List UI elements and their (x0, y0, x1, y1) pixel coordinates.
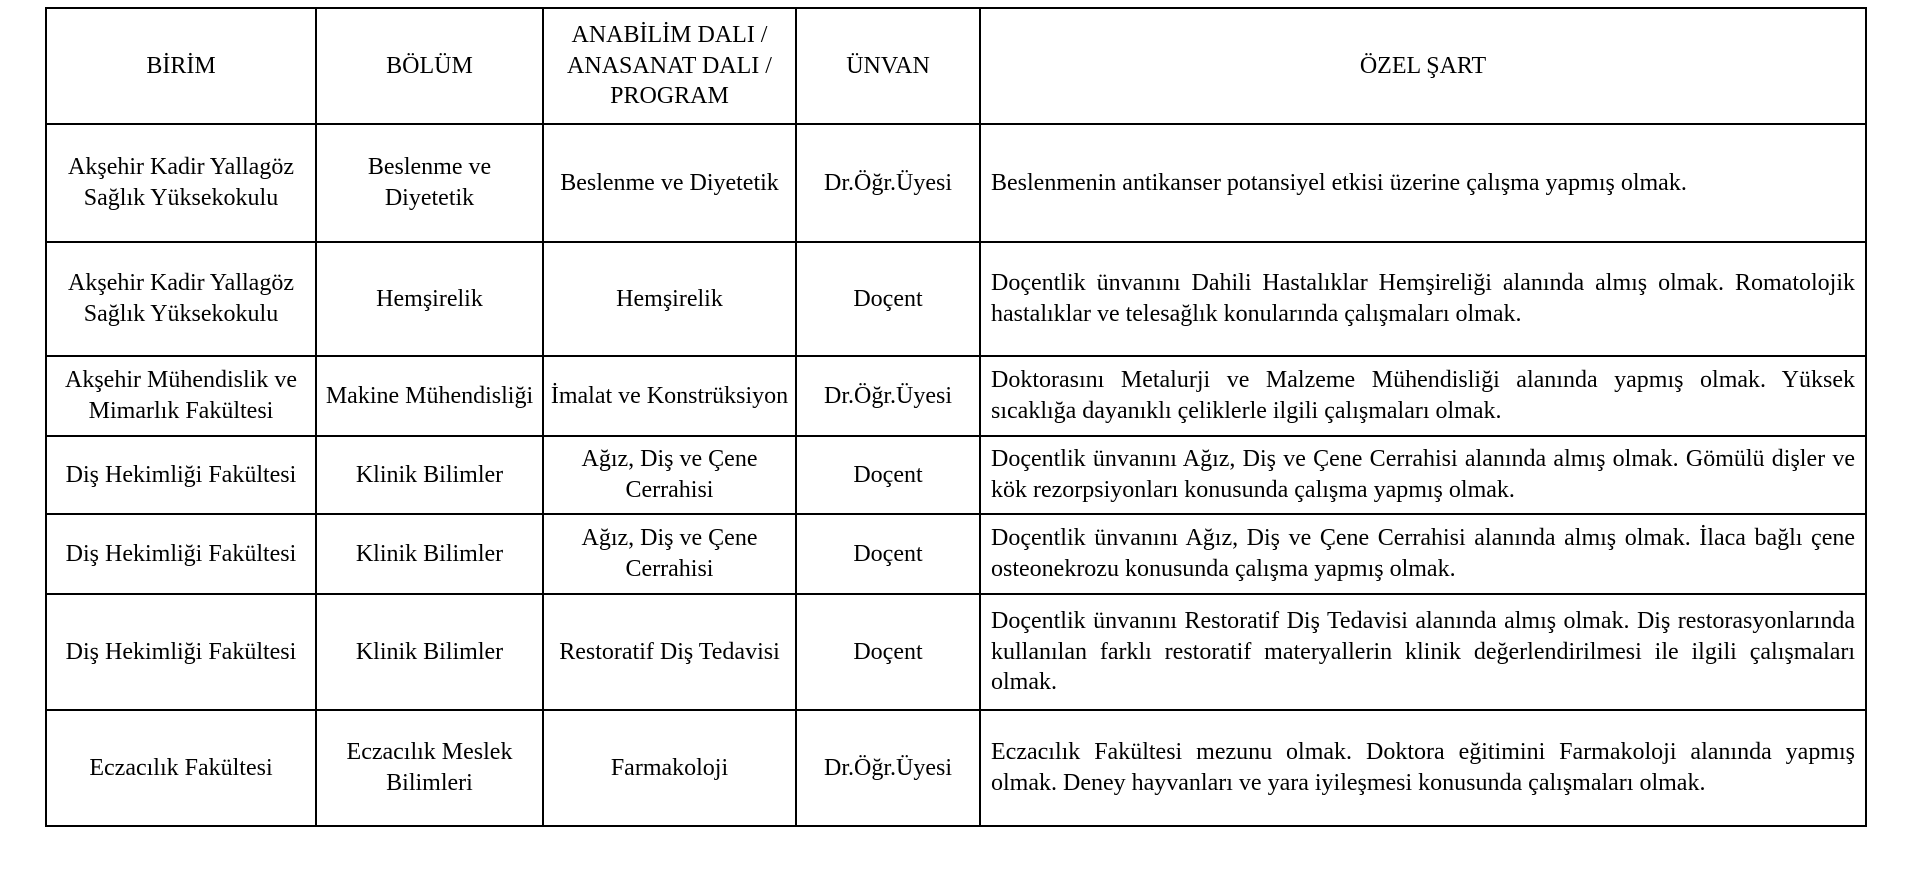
cell-ozel-sart: Doçentlik ünvanını Ağız, Diş ve Çene Cerrahisi alanında almış olmak. Gömülü dişler ve kök rezorpsiyonları konusunda çalışma yapmış olmak. (980, 436, 1866, 514)
table-row (46, 710, 1866, 826)
cell-bolum: Klinik Bilimler (316, 594, 543, 710)
table-row (46, 242, 1866, 356)
table-row (46, 356, 1866, 436)
cell-birim: Eczacılık Fakültesi (46, 710, 316, 826)
cell-birim: Diş Hekimliği Fakültesi (46, 514, 316, 594)
cell-birim: Akşehir Kadir Yallagöz Sağlık Yüksekokulu (46, 124, 316, 242)
cell-unvan: Dr.Öğr.Üyesi (796, 124, 980, 242)
cell-unvan: Doçent (796, 594, 980, 710)
table-row (46, 594, 1866, 710)
header-birim: BİRİM (46, 8, 316, 124)
header-row (46, 8, 1866, 124)
table-row (46, 436, 1866, 514)
cell-unvan: Doçent (796, 514, 980, 594)
cell-anabilim-dali: Farmakoloji (543, 710, 796, 826)
cell-bolum: Hemşirelik (316, 242, 543, 356)
cell-bolum: Eczacılık Meslek Bilimleri (316, 710, 543, 826)
cell-ozel-sart: Beslenmenin antikanser potansiyel etkisi üzerine çalışma yapmış olmak. (980, 124, 1866, 242)
cell-unvan: Dr.Öğr.Üyesi (796, 356, 980, 436)
cell-ozel-sart: Eczacılık Fakültesi mezunu olmak. Doktora eğitimini Farmakoloji alanında yapmış olmak. Deney hayvanları ve yara iyileşmesi konusunda çalışmaları olmak. (980, 710, 1866, 826)
cell-birim: Diş Hekimliği Fakültesi (46, 594, 316, 710)
cell-anabilim-dali: İmalat ve Konstrüksiyon (543, 356, 796, 436)
cell-anabilim-dali: Ağız, Diş ve Çene Cerrahisi (543, 436, 796, 514)
cell-bolum: Klinik Bilimler (316, 436, 543, 514)
header-anabilim-dali: ANABİLİM DALI / ANASANAT DALI / PROGRAM (543, 8, 796, 124)
cell-bolum: Makine Mühendisliği (316, 356, 543, 436)
cell-ozel-sart: Doçentlik ünvanını Dahili Hastalıklar Hemşireliği alanında almış olmak. Romatolojik hastalıklar ve telesağlık konularında çalışmaları olmak. (980, 242, 1866, 356)
cell-unvan: Doçent (796, 242, 980, 356)
header-bolum: BÖLÜM (316, 8, 543, 124)
cell-anabilim-dali: Restoratif Diş Tedavisi (543, 594, 796, 710)
cell-anabilim-dali: Ağız, Diş ve Çene Cerrahisi (543, 514, 796, 594)
cell-anabilim-dali: Beslenme ve Diyetetik (543, 124, 796, 242)
cell-bolum: Beslenme ve Diyetetik (316, 124, 543, 242)
table-row (46, 514, 1866, 594)
cell-bolum: Klinik Bilimler (316, 514, 543, 594)
cell-unvan: Dr.Öğr.Üyesi (796, 710, 980, 826)
cell-birim: Akşehir Kadir Yallagöz Sağlık Yüksekokulu (46, 242, 316, 356)
cell-anabilim-dali: Hemşirelik (543, 242, 796, 356)
positions-table (45, 7, 1867, 827)
cell-birim: Akşehir Mühendislik ve Mimarlık Fakültesi (46, 356, 316, 436)
cell-unvan: Doçent (796, 436, 980, 514)
cell-ozel-sart: Doçentlik ünvanını Restoratif Diş Tedavisi alanında almış olmak. Diş restorasyonlarında kullanılan farklı restoratif materyallerin klinik değerlendirilmesi ile ilgili çalışmaları olmak. (980, 594, 1866, 710)
cell-ozel-sart: Doktorasını Metalurji ve Malzeme Mühendisliği alanında yapmış olmak. Yüksek sıcaklığa dayanıklı çeliklerle ilgili çalışmaları olmak. (980, 356, 1866, 436)
cell-birim: Diş Hekimliği Fakültesi (46, 436, 316, 514)
header-unvan: ÜNVAN (796, 8, 980, 124)
header-ozel-sart: ÖZEL ŞART (980, 8, 1866, 124)
cell-ozel-sart: Doçentlik ünvanını Ağız, Diş ve Çene Cerrahisi alanında almış olmak. İlaca bağlı çene osteonekrozu konusunda çalışma yapmış olmak. (980, 514, 1866, 594)
table-row (46, 124, 1866, 242)
